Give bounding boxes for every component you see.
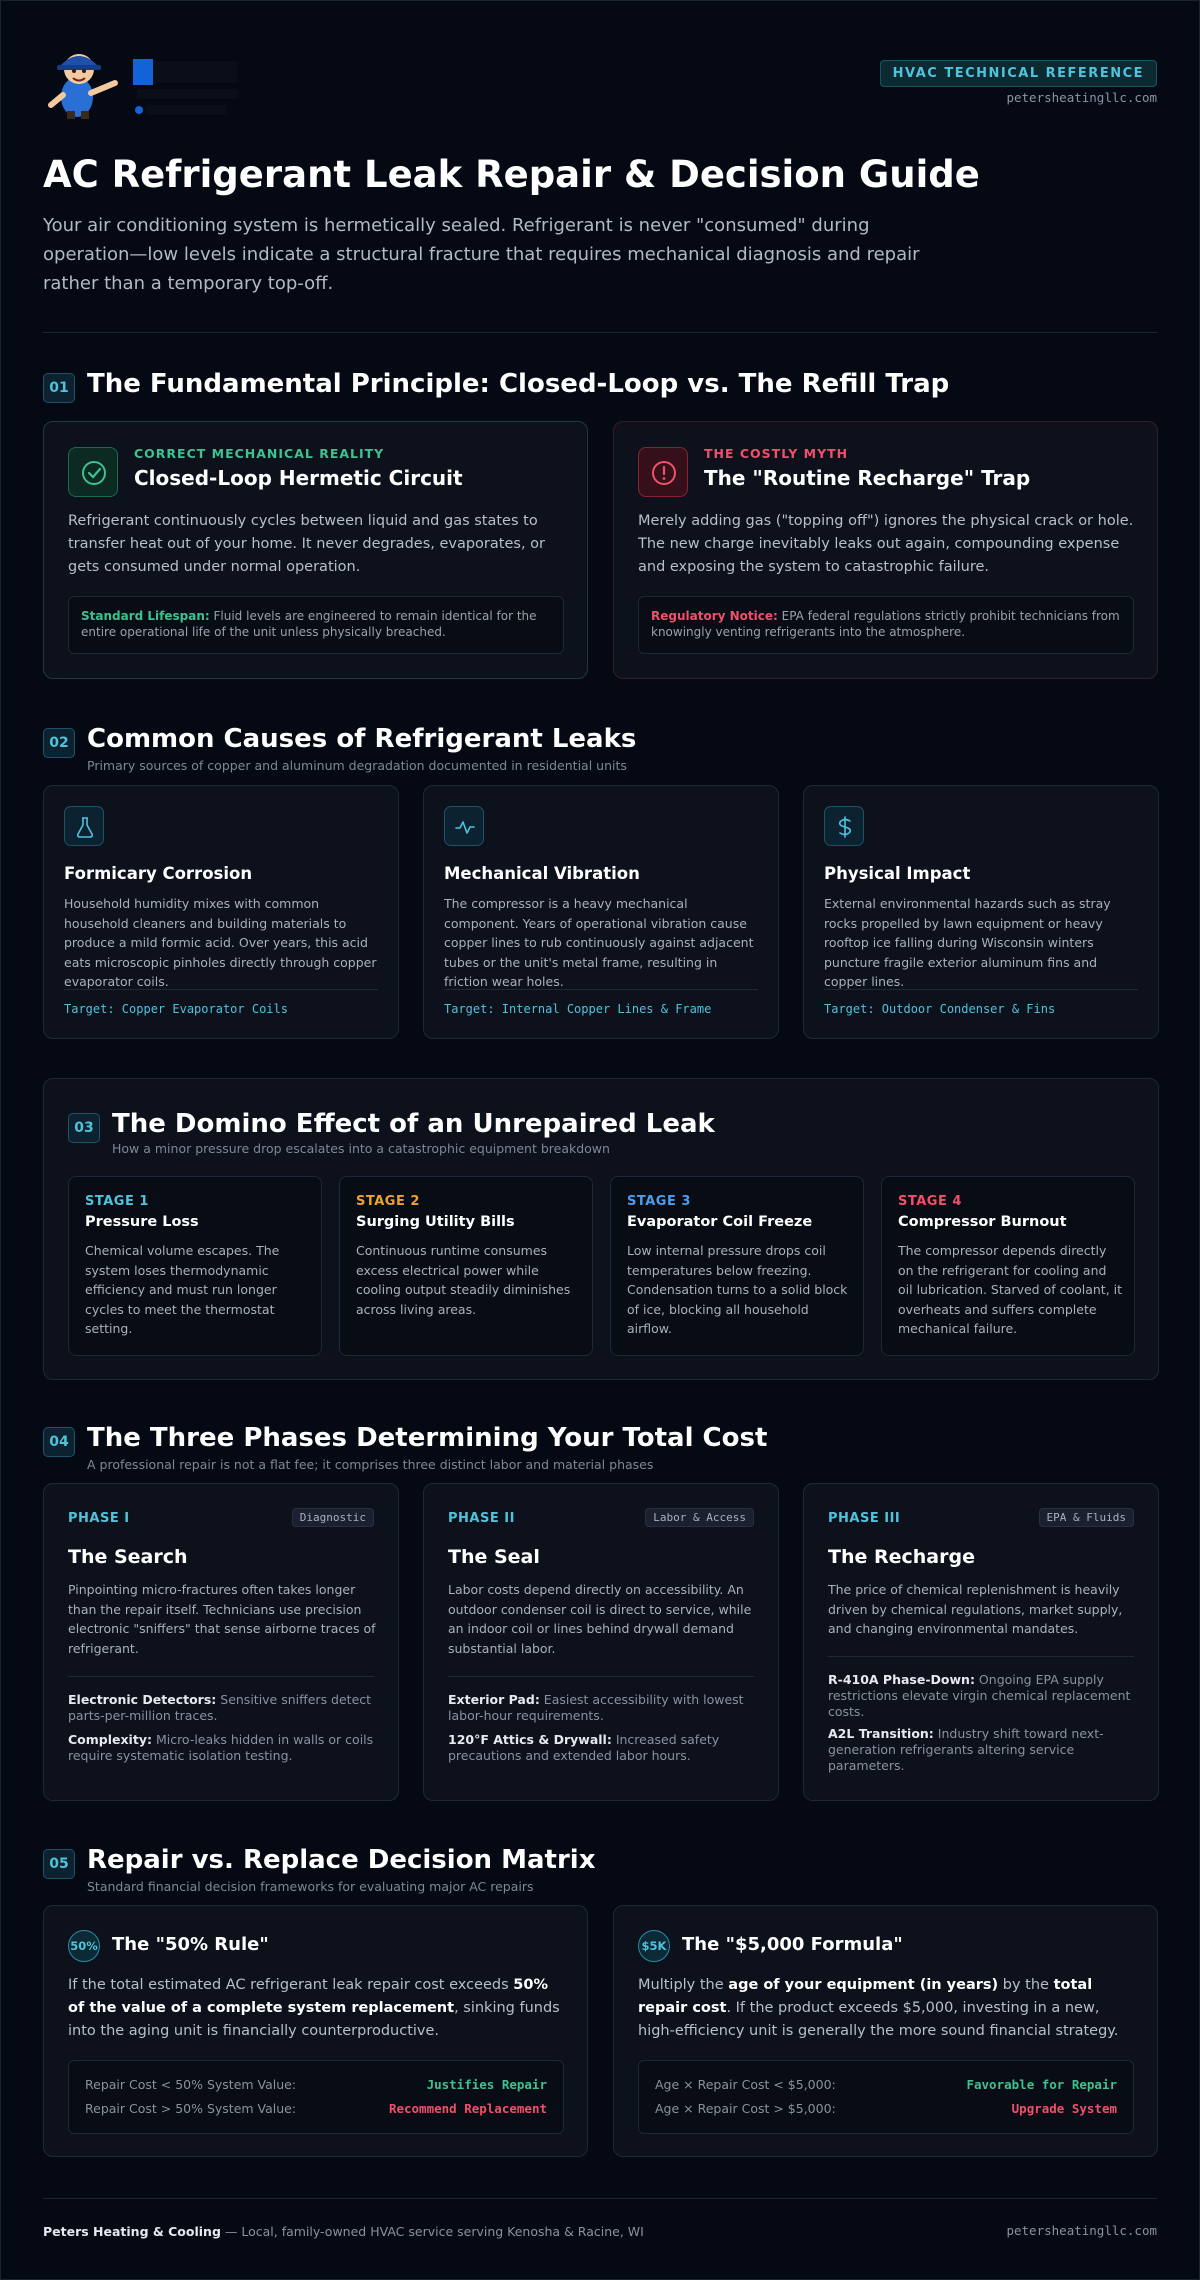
card-body: External environmental hazards such as stray rocks propelled by lawn equipment or heavy rooftop ice falling during Wisconsin winters puncture fragile exterior aluminum fins and copper lines.: [824, 896, 1111, 989]
footer-tagline: — Local, family-owned HVAC service serving Kenosha & Racine, WI: [220, 2224, 644, 2239]
stage-card: [339, 1176, 593, 1356]
percent-badge-icon: 50%: [68, 1930, 100, 1962]
phase-point: 120°F Attics & Drywall: Increased safety precautions and extended labor hours.: [448, 1732, 720, 1763]
dollar-icon: [824, 806, 864, 846]
phase-title: The Search: [68, 1546, 188, 1568]
cause-card-vibration: [423, 785, 779, 1039]
phase-label: PHASE II: [448, 1511, 515, 1526]
alert-circle-icon: [638, 447, 688, 497]
stage-body: The compressor depends directly on the refrigerant for cooling and oil lubrication. Starved of coolant, it overheats and suffers complete mechanical failure.: [898, 1243, 1123, 1336]
divider: [824, 989, 1138, 990]
section-number: 01: [43, 373, 75, 403]
divider: [43, 2198, 1157, 2199]
card-body: The compressor is a heavy mechanical component. Years of operational vibration cause copper lines to rub continuously against adjacent tubes or the unit's metal frame, resulting in friction wear holes.: [444, 896, 754, 989]
stage-label: STAGE 4: [898, 1194, 962, 1209]
phase-body: Labor costs depend directly on accessibility. An outdoor condenser coil is direct to service, while an indoor coil or lines behind drywall demand substantial labor.: [448, 1582, 752, 1656]
section-title: The Fundamental Principle: Closed-Loop vs. The Refill Trap: [87, 369, 950, 399]
stage-title: Evaporator Coil Freeze: [627, 1214, 813, 1230]
phase-card-search: [43, 1483, 399, 1801]
stage-body: Chemical volume escapes. The system loses thermodynamic efficiency and must run longer cycles to meet the thermostat setting.: [85, 1243, 280, 1336]
five-thousand-formula-card: [613, 1905, 1158, 2157]
phase-badge: Diagnostic: [292, 1508, 374, 1527]
section-subtitle: How a minor pressure drop escalates into a catastrophic equipment breakdown: [112, 1141, 610, 1156]
note-text: Fluid levels are engineered to remain identical for the entire operational life of the unit unless physically breached.: [81, 609, 537, 639]
card-target: Target: Copper Evaporator Coils: [64, 1002, 288, 1016]
card-title: The "Routine Recharge" Trap: [704, 466, 1031, 490]
phase-card-recharge: [803, 1483, 1159, 1801]
card-title: Formicary Corrosion: [64, 864, 253, 883]
condition-label: Repair Cost > 50% System Value:: [85, 2101, 297, 2116]
condition-label: Age × Repair Cost > $5,000:: [655, 2101, 836, 2116]
section-title: The Domino Effect of an Unrepaired Leak: [112, 1109, 715, 1139]
divider: [43, 332, 1157, 333]
phase-badge: EPA & Fluids: [1039, 1508, 1134, 1527]
section-number: 03: [68, 1113, 100, 1143]
stage-body: Continuous runtime consumes excess electrical power while cooling output steadily diminishes across living areas.: [356, 1243, 571, 1317]
section-subtitle: A professional repair is not a flat fee; it comprises three distinct labor and material phases: [87, 1457, 654, 1472]
divider: [448, 1676, 754, 1677]
phase-title: The Recharge: [828, 1546, 975, 1568]
header-url[interactable]: petersheatingllc.com: [1006, 90, 1157, 105]
stage-label: STAGE 2: [356, 1194, 420, 1209]
outcome-label: Favorable for Repair: [966, 2077, 1117, 2092]
stage-body: Low internal pressure drops coil temperatures below freezing. Condensation turns to a solid block of ice, blocking all household airflow.: [627, 1243, 848, 1336]
activity-icon: [444, 806, 484, 846]
footer-company: Peters Heating & Cooling: [43, 2224, 221, 2239]
divider: [64, 989, 378, 990]
phase-point: R-410A Phase-Down: Ongoing EPA supply restrictions elevate virgin chemical replacement costs.: [828, 1672, 1131, 1719]
recharge-trap-card: [613, 421, 1158, 679]
fifty-percent-rule-card: [43, 1905, 588, 2157]
decision-box: [638, 2060, 1134, 2134]
phase-card-seal: [423, 1483, 779, 1801]
stage-label: STAGE 1: [85, 1194, 149, 1209]
stage-title: Compressor Burnout: [898, 1214, 1067, 1230]
outcome-label: Recommend Replacement: [388, 2101, 547, 2116]
divider: [444, 989, 758, 990]
phase-body: The price of chemical replenishment is heavily driven by chemical regulations, market supply, and changing environmental mandates.: [828, 1582, 1123, 1636]
section-number: 02: [43, 728, 75, 758]
page-title: AC Refrigerant Leak Repair & Decision Guide: [43, 153, 980, 196]
domino-effect-panel: [43, 1078, 1159, 1380]
phase-body: Pinpointing micro-fractures often takes longer than the repair itself. Technicians use precision electronic "sniffers" that sense airborne traces of refrigerant.: [68, 1582, 376, 1656]
card-target: Target: Outdoor Condenser & Fins: [824, 1002, 1056, 1016]
flask-icon: [64, 806, 104, 846]
card-target: Target: Internal Copper Lines & Frame: [444, 1002, 712, 1016]
outcome-label: Upgrade System: [1011, 2101, 1117, 2116]
stage-title: Pressure Loss: [85, 1214, 199, 1230]
closed-loop-card: [43, 421, 588, 679]
card-body: If the total estimated AC refrigerant leak repair cost exceeds 50% of the value of a complete system replacement, sinking funds into the aging unit is financially counterproductive.: [68, 1977, 560, 2039]
regulatory-note: [638, 596, 1134, 654]
cause-card-impact: [803, 785, 1159, 1039]
phase-point: Exterior Pad: Easiest accessibility with lowest labor-hour requirements.: [448, 1692, 744, 1723]
divider: [68, 1676, 374, 1677]
card-tag: THE COSTLY MYTH: [704, 446, 849, 461]
company-logo[interactable]: [45, 45, 245, 123]
phase-label: PHASE III: [828, 1511, 901, 1526]
stage-card: [881, 1176, 1135, 1356]
card-body: Multiply the age of your equipment (in years) by the total repair cost. If the product exceeds $5,000, investing in a new, high-efficiency unit is generally the more sound financial strategy.: [638, 1977, 1119, 2039]
cause-card-corrosion: [43, 785, 399, 1039]
decision-box: [68, 2060, 564, 2134]
footer-url[interactable]: petersheatingllc.com: [1006, 2223, 1157, 2238]
condition-label: Age × Repair Cost < $5,000:: [655, 2077, 836, 2092]
phase-point: Complexity: Micro-leaks hidden in walls or coils require systematic isolation testing.: [68, 1732, 374, 1763]
header: [43, 45, 1157, 125]
phase-badge: Labor & Access: [645, 1508, 754, 1527]
section-subtitle: Primary sources of copper and aluminum degradation documented in residential units: [87, 758, 627, 773]
intro-text: Your air conditioning system is hermetically sealed. Refrigerant is never "consumed" during operation—low levels indicate a structural fracture that requires mechanical diagnosis and repair rather than a temporary top-off.: [43, 215, 920, 294]
card-title: The "$5,000 Formula": [682, 1934, 903, 1955]
section-title: The Three Phases Determining Your Total Cost: [87, 1423, 768, 1453]
card-tag: CORRECT MECHANICAL REALITY: [134, 446, 385, 461]
section-number: 05: [43, 1849, 75, 1879]
condition-label: Repair Cost < 50% System Value:: [85, 2077, 297, 2092]
dollar-badge-icon: $5K: [638, 1930, 670, 1962]
card-title: Closed-Loop Hermetic Circuit: [134, 466, 463, 490]
lifespan-note: [68, 596, 564, 654]
phase-label: PHASE I: [68, 1511, 130, 1526]
divider: [828, 1656, 1134, 1657]
hvac-reference-badge: HVAC TECHNICAL REFERENCE: [880, 60, 1157, 87]
footer-text: [43, 2224, 644, 2239]
stage-card: [68, 1176, 322, 1356]
card-body: Refrigerant continuously cycles between liquid and gas states to transfer heat out of your home. It never degrades, evaporates, or gets consumed under normal operation.: [68, 513, 545, 575]
note-label: Standard Lifespan:: [81, 609, 210, 623]
phase-point: A2L Transition: Industry shift toward next-generation refrigerants altering service parameters.: [828, 1726, 1104, 1773]
check-circle-icon: [68, 447, 118, 497]
stage-card: [610, 1176, 864, 1356]
card-title: Physical Impact: [824, 864, 971, 883]
outcome-label: Justifies Repair: [426, 2077, 547, 2092]
card-title: Mechanical Vibration: [444, 864, 640, 883]
card-body: Household humidity mixes with common household cleaners and building materials to produce a mild formic acid. Over years, this acid eats microscopic pinholes directly through copper evaporator coils.: [64, 896, 377, 989]
section-number: 04: [43, 1427, 75, 1457]
section-title: Repair vs. Replace Decision Matrix: [87, 1845, 596, 1875]
card-body: Merely adding gas ("topping off") ignores the physical crack or hole. The new charge inevitably leaks out again, compounding expense and exposing the system to catastrophic failure.: [638, 513, 1134, 575]
phase-title: The Seal: [448, 1546, 540, 1568]
stage-title: Surging Utility Bills: [356, 1214, 515, 1230]
note-label: Regulatory Notice:: [651, 609, 778, 623]
note-text: EPA federal regulations strictly prohibit technicians from knowingly venting refrigerants into the atmosphere.: [651, 609, 1120, 639]
card-title: The "50% Rule": [112, 1934, 269, 1955]
phase-point: Electronic Detectors: Sensitive sniffers detect parts-per-million traces.: [68, 1692, 372, 1723]
stage-label: STAGE 3: [627, 1194, 691, 1209]
section-title: Common Causes of Refrigerant Leaks: [87, 724, 637, 754]
section-subtitle: Standard financial decision frameworks for evaluating major AC repairs: [87, 1879, 534, 1894]
